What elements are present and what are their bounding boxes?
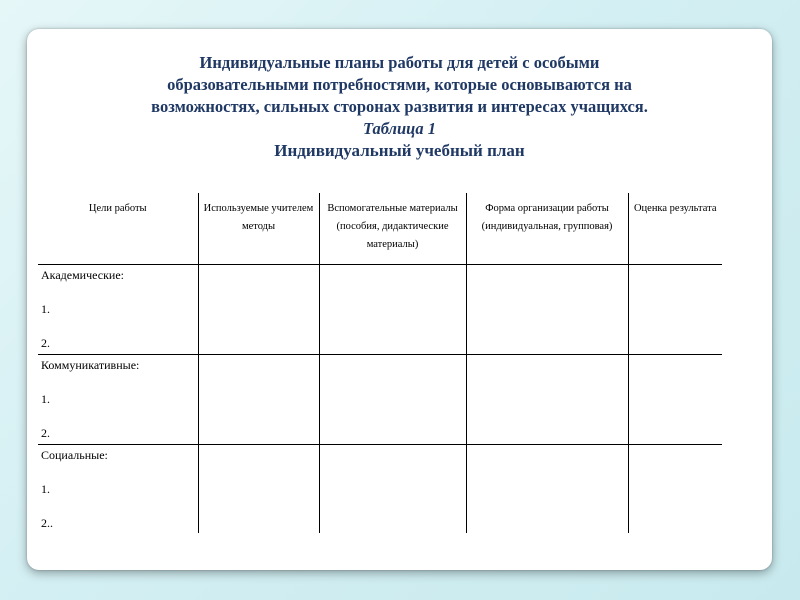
individual-plan-table <box>38 193 722 533</box>
empty-cell <box>198 264 319 354</box>
empty-cell <box>198 354 319 444</box>
goal-item: 2. <box>41 425 50 440</box>
header-work-form: Форма организации работы (индивидуальная, групповая) <box>466 193 628 264</box>
empty-cell <box>319 444 466 533</box>
slide-heading <box>27 52 772 162</box>
goal-item: 2.. <box>41 515 53 530</box>
header-methods: Используемые учителем методы <box>198 193 319 264</box>
empty-cell <box>628 354 722 444</box>
table-header-row <box>38 193 722 264</box>
empty-cell <box>628 444 722 533</box>
goal-item: 1. <box>41 301 50 316</box>
heading-line-1: Индивидуальные планы работы для детей с особыми <box>199 53 600 72</box>
goal-item: 1. <box>41 481 50 496</box>
goal-category: Коммуникативные: <box>41 357 140 372</box>
goal-cell-communicative <box>38 354 198 444</box>
empty-cell <box>466 444 628 533</box>
goal-category: Академические: <box>41 267 124 282</box>
table-label: Таблица 1 <box>362 119 436 138</box>
table-row-academic <box>38 264 722 354</box>
empty-cell <box>466 354 628 444</box>
header-materials: Вспомогательные материалы (пособия, дидактические материалы) <box>319 193 466 264</box>
empty-cell <box>628 264 722 354</box>
heading-line-2: образовательными потребностями, которые основываются на <box>167 75 632 94</box>
table-subtitle: Индивидуальный учебный план <box>274 141 525 160</box>
goal-item: 1. <box>41 391 50 406</box>
goal-category: Социальные: <box>41 447 108 462</box>
empty-cell <box>198 444 319 533</box>
table-row-communicative <box>38 354 722 444</box>
header-goals: Цели работы <box>38 193 198 264</box>
empty-cell <box>466 264 628 354</box>
empty-cell <box>319 264 466 354</box>
table-row-social <box>38 444 722 533</box>
slide-card <box>27 29 772 570</box>
goal-cell-social <box>38 444 198 533</box>
goal-cell-academic <box>38 264 198 354</box>
heading-line-3: возможностях, сильных сторонах развития и интересах учащихся. <box>151 97 648 116</box>
empty-cell <box>319 354 466 444</box>
header-result-evaluation: Оценка результата <box>628 193 722 264</box>
goal-item: 2. <box>41 335 50 350</box>
